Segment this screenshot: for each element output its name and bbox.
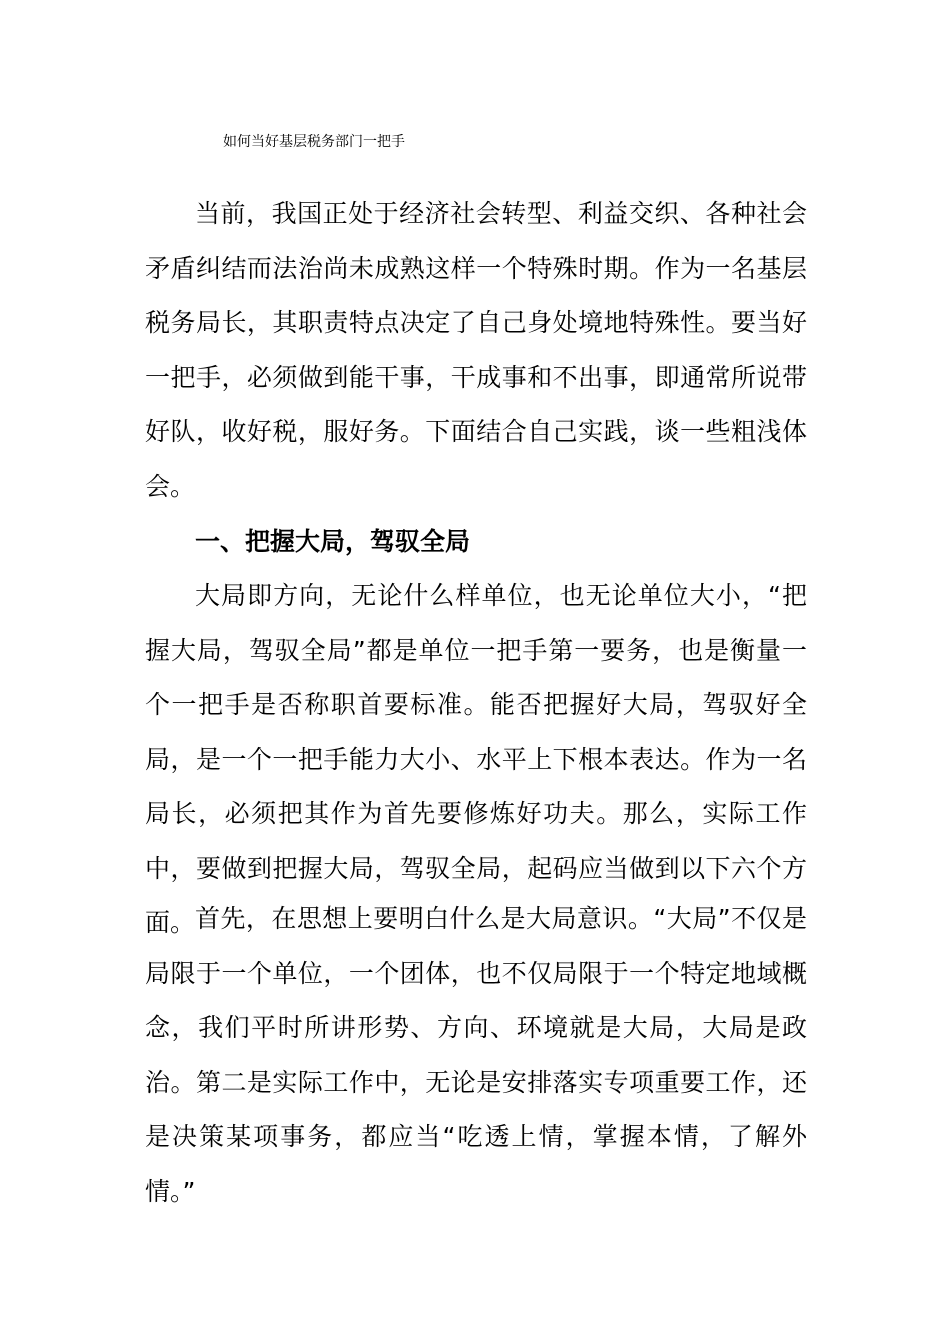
document-title: 如何当好基层税务部门一把手 [223, 134, 405, 150]
paragraph-intro: 当前，我国正处于经济社会转型、利益交织、各种社会矛盾纠结而法治尚未成熟这样一个特殊时期。作为一名基层税务局长，其职责特点决定了自己身处境地特殊性。要当好一把手，必须做到能干事，干成事和不出事，即通常所说带好队，收好税，服好务。下面结合自己实践，谈一些粗浅体会。 [145, 199, 807, 501]
section-heading-1: 一、把握大局，驾驭全局 [195, 527, 471, 556]
paragraph-section-1-first-point: 首先，在思想上要明白什么是大局意识。“大局”不仅是局限于一个单位，一个团体，也不仅局限于一个特定地域概念，我们平时所讲形势、方向、环境就是大局，大局是政治。第二是实际工作中，无论是安排落实专项重要工作，还是决策某项事务，都应当“吃透上情，掌握本情，了解外情。” [145, 904, 807, 1206]
paragraph-section-1-body: 大局即方向，无论什么样单位，也无论单位大小，“把握大局，驾驭全局”都是单位一把手第一要务，也是衡量一个一把手是否称职首要标准。能否把握好大局，驾驭好全局，是一个一把手能力大小、水平上下根本表达。作为一名局长，必须把其作为首先要修炼好功夫。那么，实际工作中，要做到把握大局，驾驭全局，起码应当做到以下六个方面。 [145, 581, 807, 937]
